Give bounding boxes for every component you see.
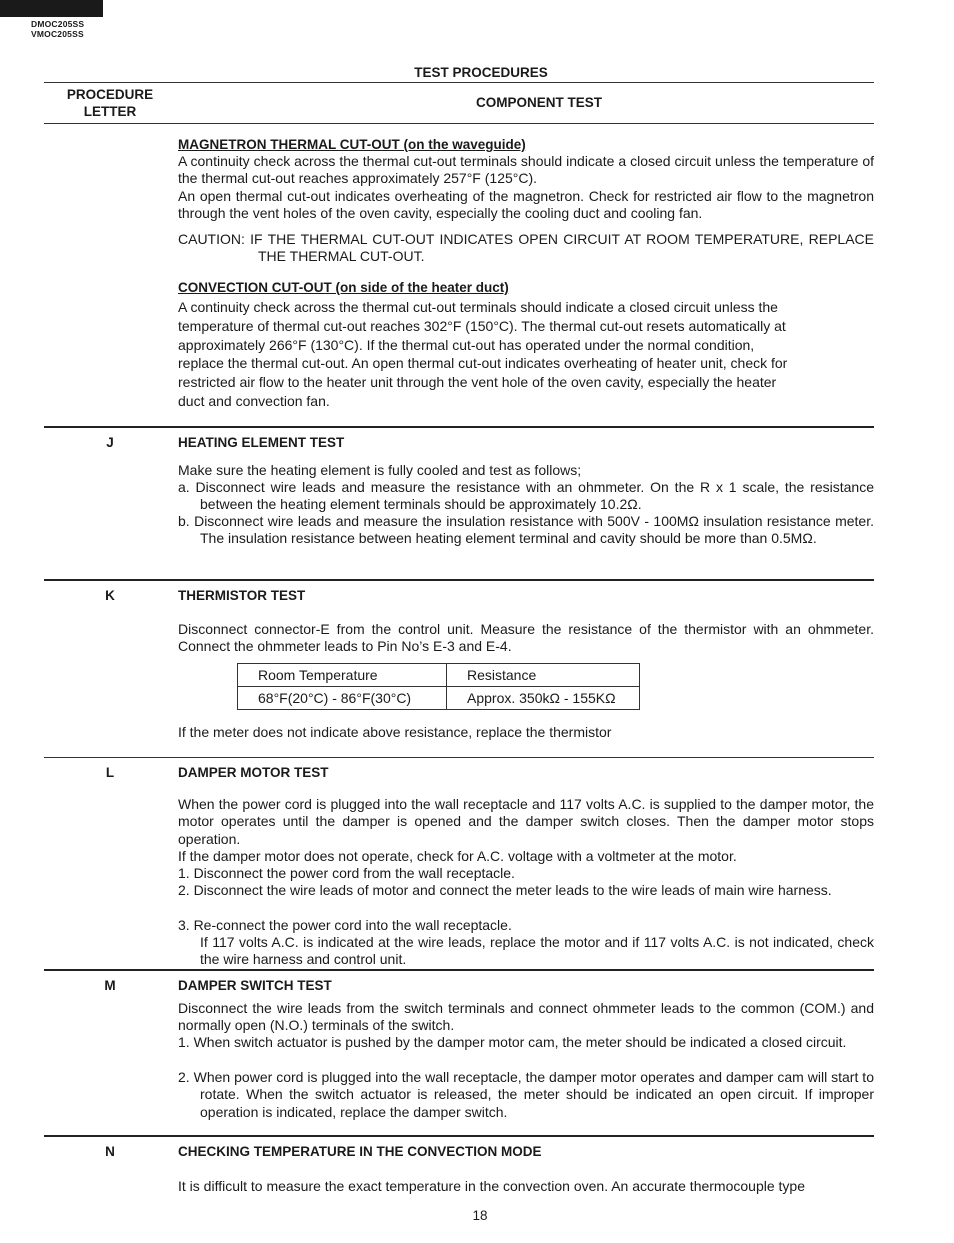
divider (44, 579, 874, 581)
procedure-letter: J (106, 435, 114, 450)
list-item: 1. When switch actuator is pushed by the damper motor cam, the meter should be indicated a closed circuit. (178, 1034, 847, 1050)
model-number: VMOC205SS (31, 29, 84, 39)
page-title: TEST PROCEDURES (414, 65, 548, 80)
list-item: 1. Disconnect the power cord from the wall receptacle. (178, 865, 515, 881)
page-number: 18 (472, 1208, 488, 1223)
paragraph: If the damper motor does not operate, check for A.C. voltage with a voltmeter at the motor. (178, 848, 737, 864)
model-number: DMOC205SS (31, 19, 85, 29)
header-bar (0, 0, 103, 17)
section-title-magnetron-cutout: MAGNETRON THERMAL CUT-OUT (on the waveguide) (178, 137, 526, 152)
note: If 117 volts A.C. is indicated at the wire leads, replace the motor and if 117 volts A.C. is not indicated, check the wire harness and control unit. (200, 934, 874, 968)
section-title-damper-motor: DAMPER MOTOR TEST (178, 765, 329, 780)
section-title-damper-switch: DAMPER SWITCH TEST (178, 978, 332, 993)
paragraph: Make sure the heating element is fully cooled and test as follows; (178, 462, 582, 478)
section-title-thermistor: THERMISTOR TEST (178, 588, 306, 603)
paragraph: A continuity check across the thermal cut-out terminals should indicate a closed circuit unless the temperature of thermal cut-out reaches 302°F (150°C). The thermal cut-out resets automatically at approximately 266°F (130°C). If the thermal cut-out has operated under the normal condition, replace the thermal cut-out. An open thermal cut-out indicates overheating of heater unit, check for restricted air flow to the heater unit through the vent hole of the oven cavity, especially the heater duct and convection fan. (178, 299, 788, 409)
list-item: 2. When power cord is plugged into the wall receptacle, the damper motor operates and damper cam will start to rotate. When the switch actuator is released, the meter should be indicated an open circuit. If improper operation is indicated, replace the damper switch. (178, 1069, 874, 1120)
divider (44, 757, 874, 758)
table-header-cell: Room Temperature (238, 664, 447, 687)
divider (44, 82, 874, 83)
procedure-letter: M (104, 978, 116, 993)
paragraph: A continuity check across the thermal cut-out terminals should indicate a closed circuit unless the temperature of the thermal cut-out reaches approximately 257°F (125°C). (178, 153, 874, 187)
section-title-convection-temperature: CHECKING TEMPERATURE IN THE CONVECTION MODE (178, 1144, 542, 1159)
paragraph: Disconnect the wire leads from the switch terminals and connect ohmmeter leads to the common (COM.) and normally open (N.O.) terminals of the switch. (178, 1000, 874, 1034)
column-header-component-test: COMPONENT TEST (475, 95, 602, 110)
procedure-letter: L (105, 765, 115, 780)
paragraph: It is difficult to measure the exact temperature in the convection oven. An accurate thermocouple type (178, 1178, 805, 1194)
paragraph: When the power cord is plugged into the wall receptacle and 117 volts A.C. is supplied to the damper motor, the motor operates until the damper is opened and the damper switch closes. Then the damper motor stops operation. (178, 796, 874, 847)
divider (44, 969, 874, 971)
paragraph: If the meter does not indicate above resistance, replace the thermistor (178, 724, 612, 740)
divider (44, 123, 874, 124)
list-item: 2. Disconnect the wire leads of motor and connect the meter leads to the wire leads of main wire harness. (178, 882, 832, 898)
procedure-letter: K (105, 588, 115, 603)
table-row (238, 664, 640, 687)
table-header-cell: Resistance (447, 664, 640, 687)
paragraph: An open thermal cut-out indicates overheating of the magnetron. Check for restricted air flow to the magnetron through the vent holes of the oven cavity, especially the cooling duct and cooling fan. (178, 188, 874, 222)
divider (44, 426, 874, 428)
procedure-letter: N (105, 1144, 115, 1159)
section-title-heating-element: HEATING ELEMENT TEST (178, 435, 345, 450)
caution-note: CAUTION: IF THE THERMAL CUT-OUT INDICATES OPEN CIRCUIT AT ROOM TEMPERATURE, REPLACE THE THERMAL CUT-OUT. (178, 231, 874, 265)
thermistor-resistance-table (237, 663, 640, 710)
table-cell: Approx. 350kΩ - 155KΩ (447, 687, 640, 710)
divider (44, 1135, 874, 1137)
paragraph: Disconnect connector-E from the control unit. Measure the resistance of the thermistor with an ohmmeter. Connect the ohmmeter leads to Pin No’s E-3 and E-4. (178, 621, 874, 655)
column-header-procedure-letter: PROCEDURE LETTER (66, 87, 154, 119)
section-title-convection-cutout: CONVECTION CUT-OUT (on side of the heater duct) (178, 280, 509, 295)
table-row (238, 687, 640, 710)
list-item: a. Disconnect wire leads and measure the resistance with an ohmmeter. On the R x 1 scale, the resistance between the heating element terminals should be approximately 10.2Ω. (178, 479, 874, 513)
list-item: b. Disconnect wire leads and measure the insulation resistance with 500V - 100MΩ insulation resistance meter. The insulation resistance between heating element terminal and cavity should be more than 0.5MΩ. (178, 513, 874, 547)
table-cell: 68°F(20°C) - 86°F(30°C) (238, 687, 447, 710)
list-item: 3. Re-connect the power cord into the wall receptacle. (178, 917, 512, 933)
